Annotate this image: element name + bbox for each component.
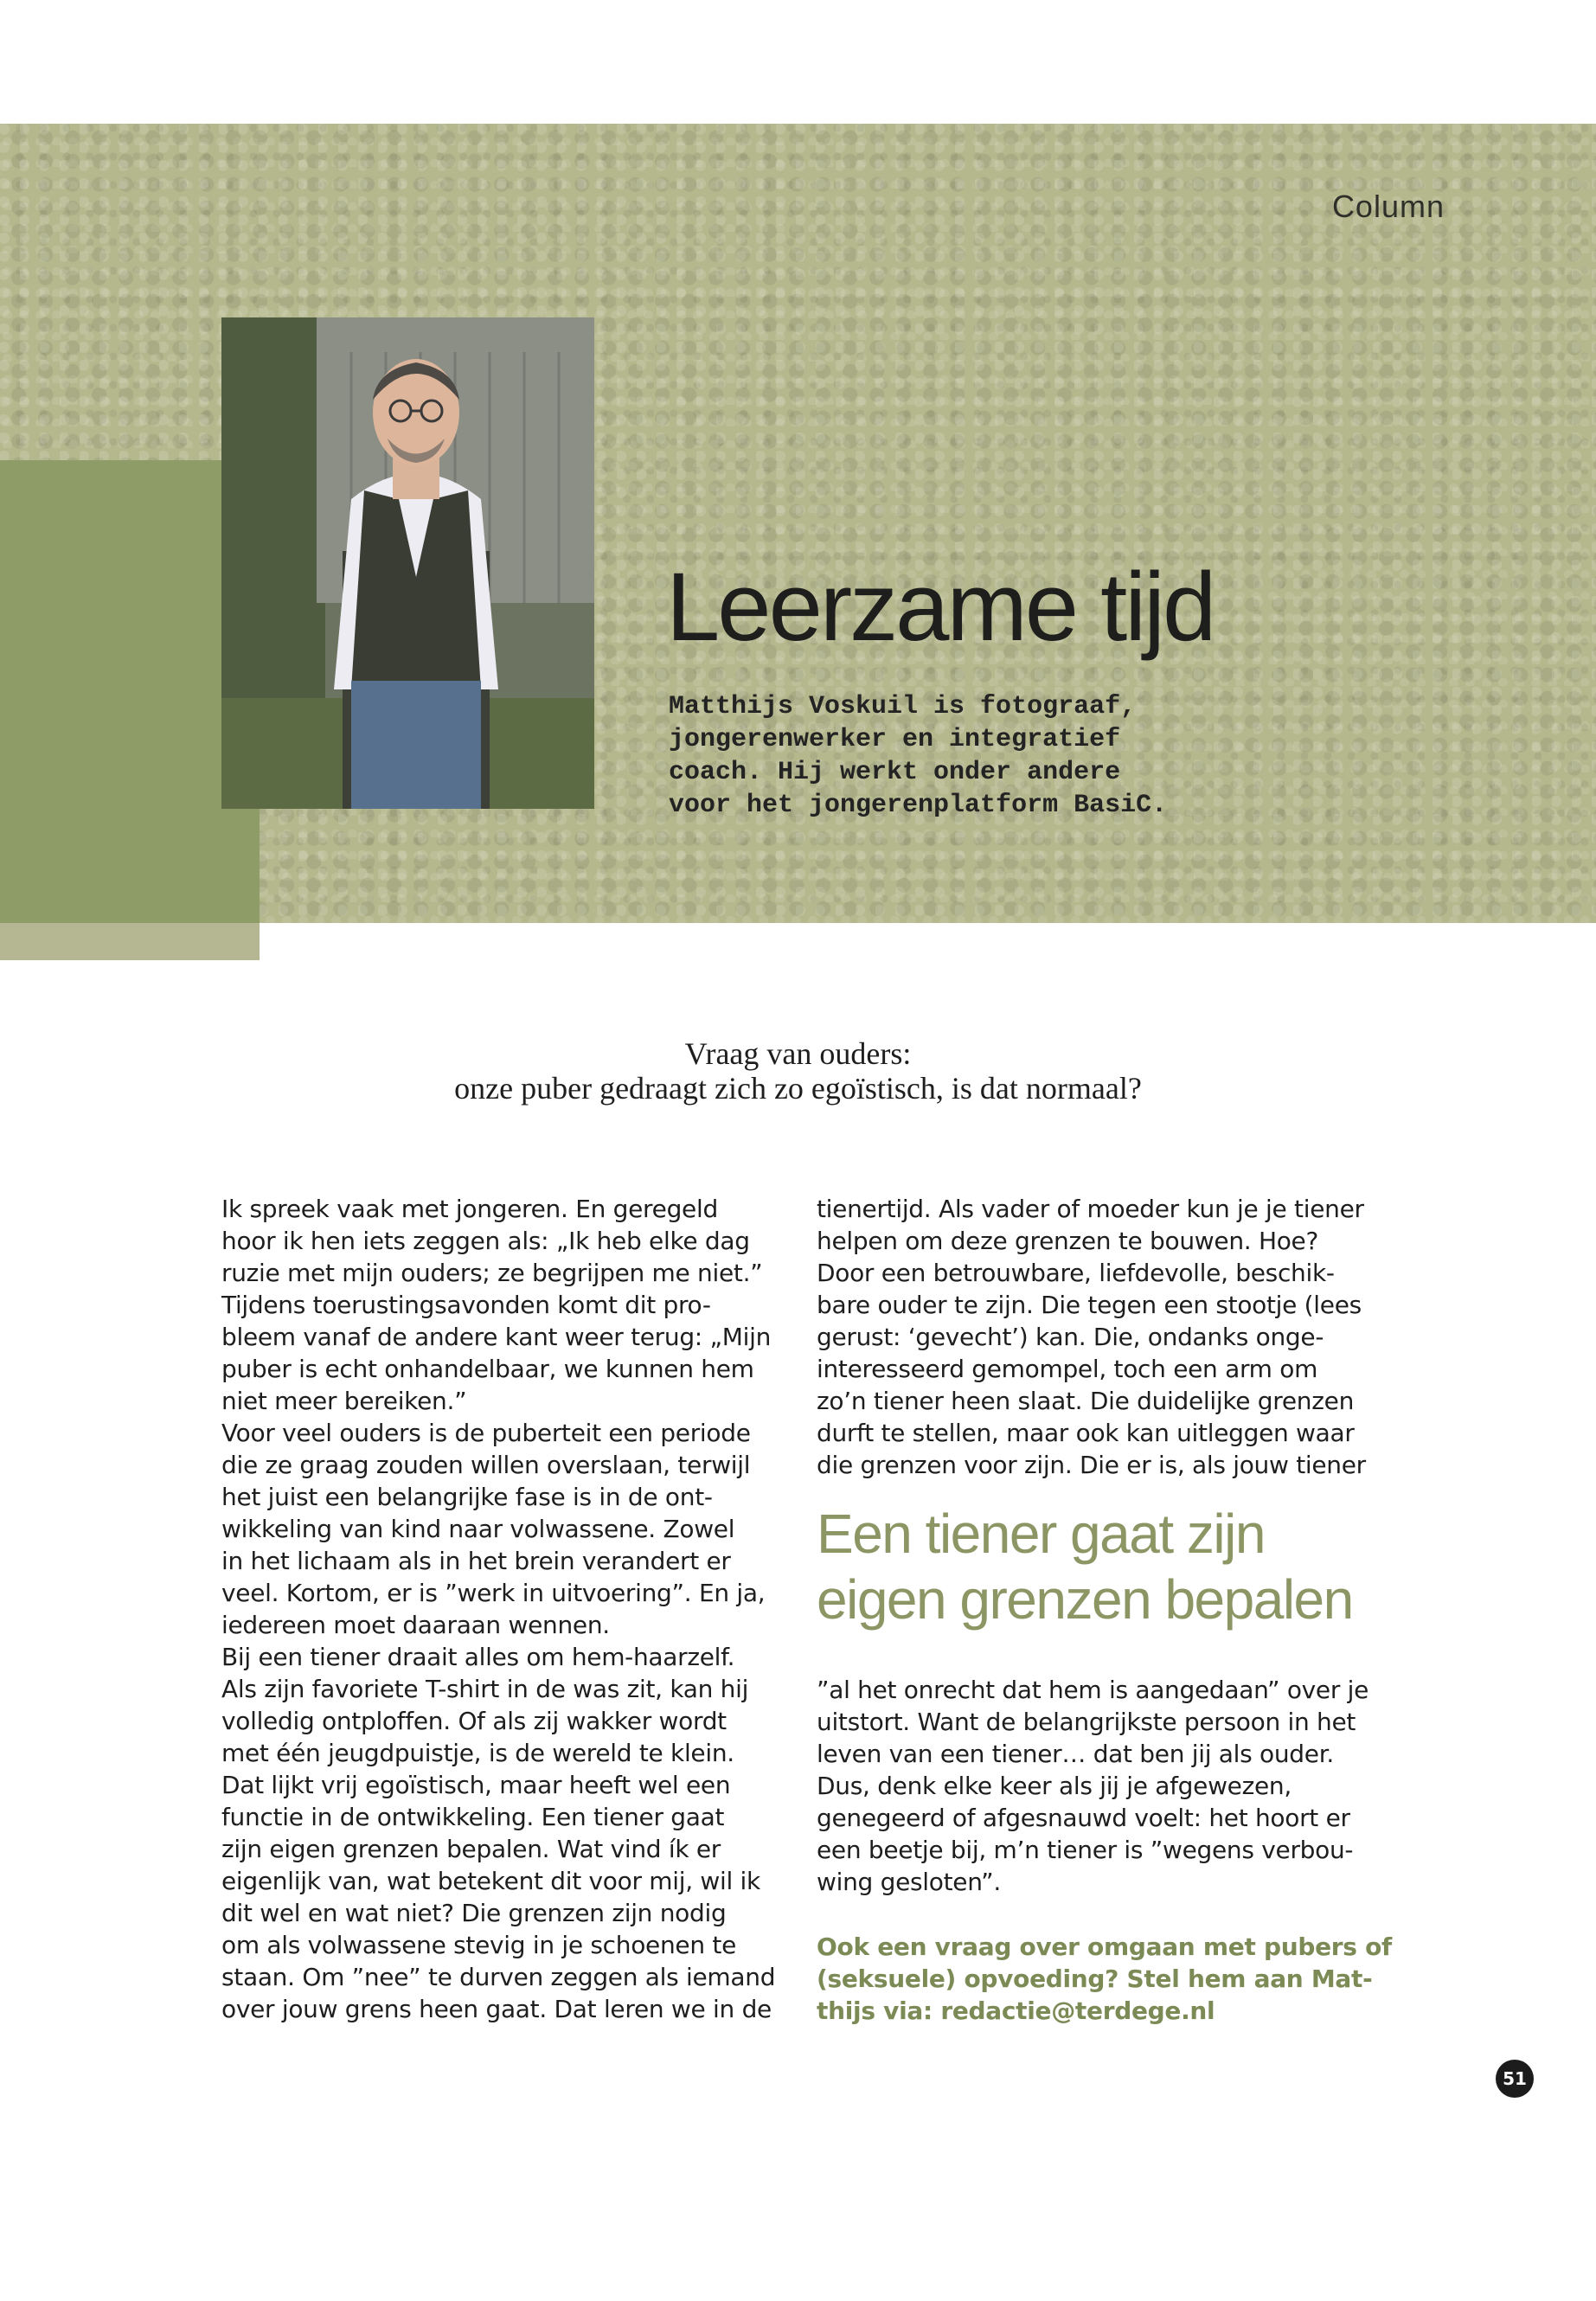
cta-line: (seksuele) opvoeding? Stel hem aan Mat- (817, 1965, 1373, 1993)
text-line: wikkeling van kind naar volwassene. Zowel (221, 1515, 735, 1543)
text-line: het juist een belangrijke fase is in de ont- (221, 1483, 713, 1511)
text-line: zo’n tiener heen slaat. Die duidelijke grenzen (817, 1387, 1355, 1415)
cta-line: thijs via: redactie@terdege.nl (817, 1997, 1215, 2025)
text-line: iedereen moet daaraan wennen. (221, 1611, 610, 1639)
question-line: Vraag van ouders: (684, 1036, 912, 1071)
text-line: zijn eigen grenzen bepalen. Wat vind ík er (221, 1835, 721, 1863)
page-number-badge: 51 (1496, 2060, 1534, 2098)
text-line: ”al het onrecht dat hem is aangedaan” over je (817, 1676, 1369, 1704)
text-line: die ze graag zouden willen overslaan, terwijl (221, 1451, 751, 1479)
text-line: uitstort. Want de belangrijkste persoon in het (817, 1708, 1356, 1736)
text-line: Door een betrouwbare, liefdevolle, beschik- (817, 1259, 1335, 1287)
text-line: durft te stellen, maar ook kan uitleggen waar (817, 1419, 1355, 1447)
pull-quote-line: Een tiener gaat zijn (817, 1503, 1265, 1565)
text-line: Ik spreek vaak met jongeren. En geregeld (221, 1195, 718, 1223)
text-line: een beetje bij, m’n tiener is ”wegens verbou- (817, 1836, 1354, 1864)
body-column-left (221, 1193, 792, 2025)
text-line: met één jeugdpuistje, is de wereld te klein. (221, 1739, 734, 1767)
text-line: Bij een tiener draait alles om hem-haarzelf. (221, 1643, 735, 1671)
byline-line: voor het jongerenplatform BasiC. (669, 791, 1168, 820)
text-line: leven van een tiener… dat ben jij als ouder. (817, 1740, 1334, 1768)
green-accent-block-lower (0, 923, 260, 960)
question-line: onze puber gedraagt zich zo egoïstisch, is dat normaal? (454, 1071, 1142, 1106)
text-line: staan. Om ”nee” te durven zeggen als iemand (221, 1963, 776, 1991)
text-line: veel. Kortom, er is ”werk in uitvoering”. En ja, (221, 1579, 766, 1607)
text-line: volledig ontploffen. Of als zij wakker wordt (221, 1707, 727, 1735)
article-title: Leerzame tijd (666, 553, 1215, 661)
text-line: eigenlijk van, wat betekent dit voor mij, wil ik (221, 1867, 760, 1895)
pull-quote-line: eigen grenzen bepalen (817, 1568, 1353, 1631)
text-line: Als zijn favoriete T-shirt in de was zit, kan hij (221, 1675, 749, 1703)
body-column-right-top (817, 1193, 1388, 1481)
text-line: bleem vanaf de andere kant weer terug: „Mijn (221, 1323, 772, 1351)
cta-line: Ook een vraag over omgaan met pubers of (817, 1932, 1392, 1961)
pull-quote (817, 1501, 1405, 1632)
text-line: gerust: ‘gevecht’) kan. Die, ondanks onge- (817, 1323, 1324, 1351)
call-to-action (817, 1931, 1392, 2027)
text-line: puber is echt onhandelbaar, we kunnen hem (221, 1355, 754, 1383)
text-line: Tijdens toerustingsavonden komt dit pro- (221, 1291, 711, 1319)
text-line: die grenzen voor zijn. Die er is, als jouw tiener (817, 1451, 1366, 1479)
byline-line: jongerenwerker en integratief (669, 725, 1121, 754)
text-line: Dat lijkt vrij egoïstisch, maar heeft wel een (221, 1771, 731, 1799)
body-column-right-bottom (817, 1674, 1388, 1898)
text-line: genegeerd of afgesnauwd voelt: het hoort er (817, 1804, 1350, 1832)
text-line: om als volwassene stevig in je schoenen te (221, 1931, 737, 1959)
text-line: ruzie met mijn ouders; ze begrijpen me niet.” (221, 1259, 763, 1287)
byline-line: coach. Hij werkt onder andere (669, 758, 1121, 787)
text-line: Voor veel ouders is de puberteit een periode (221, 1419, 751, 1447)
text-line: Dus, denk elke keer als jij je afgewezen, (817, 1772, 1292, 1800)
text-line: niet meer bereiken.” (221, 1387, 467, 1415)
author-photo (221, 317, 594, 809)
section-label: Column (1331, 189, 1445, 224)
text-line: wing gesloten”. (817, 1868, 1001, 1896)
reader-question (260, 1036, 1336, 1106)
author-byline (669, 690, 1222, 822)
text-line: over jouw grens heen gaat. Dat leren we in de (221, 1995, 772, 2023)
text-line: functie in de ontwikkeling. Een tiener gaat (221, 1803, 725, 1831)
text-line: dit wel en wat niet? Die grenzen zijn nodig (221, 1899, 727, 1927)
text-line: interesseerd gemompel, toch een arm om (817, 1355, 1318, 1383)
text-line: in het lichaam als in het brein verandert er (221, 1547, 731, 1575)
green-accent-block (0, 460, 260, 960)
byline-line: Matthijs Voskuil is fotograaf, (669, 692, 1137, 721)
text-line: hoor ik hen iets zeggen als: „Ik heb elke dag (221, 1227, 750, 1255)
text-line: helpen om deze grenzen te bouwen. Hoe? (817, 1227, 1319, 1255)
text-line: tienertijd. Als vader of moeder kun je je tiener (817, 1195, 1364, 1223)
text-line: bare ouder te zijn. Die tegen een stootje (lees (817, 1291, 1362, 1319)
